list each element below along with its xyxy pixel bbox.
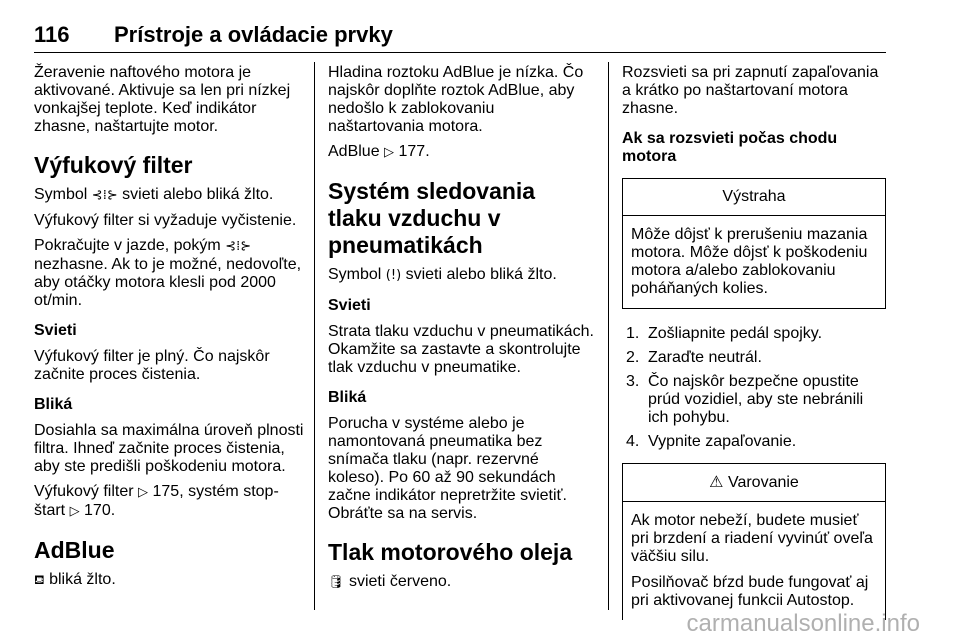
filter-symbol-text: Symbol ⊰⁞⊱ svieti alebo bliká žlto.	[34, 186, 274, 203]
oil-can-icon: 🛢	[328, 575, 345, 590]
tpms-svieti-heading: Svieti	[328, 297, 371, 314]
page-ref-link[interactable]: 175	[152, 483, 180, 500]
filter-reference-text: Výfukový filter ▷ 175, systém stop-štart ▷ 170.	[34, 483, 279, 519]
warning-triangle-icon: ⚠	[709, 472, 724, 491]
filter-blika-heading: Bliká	[34, 396, 73, 413]
warning-box	[622, 463, 886, 620]
column-1	[34, 64, 304, 597]
filter-svieti-text: Výfukový filter je plný. Čo najskôr začnite proces čistenia.	[34, 348, 270, 383]
tpms-blika-heading: Bliká	[328, 389, 367, 406]
list-item: 1. Zošliapnite pedál spojky.	[626, 325, 823, 342]
tpms-svieti-text: Strata tlaku vzduchu v pneumatikách. Okamžite sa zastavte a skontrolujte tlak vzduchu v pneumatike.	[328, 323, 594, 376]
page-ref-icon: ▷	[384, 145, 395, 160]
page-number: 116	[34, 22, 70, 47]
filter-icon: ⊰⁞⊱	[225, 239, 252, 254]
page-title: Prístroje a ovládacie prvky	[114, 22, 393, 47]
filter-continue-text: Pokračujte v jazde, pokým ⊰⁞⊱ nezhasne. Ak to je možné, nedovoľte, aby otáčky motora klesli pod 2000 ot/min.	[34, 237, 302, 309]
adblue-low-text: Hladina roztoku AdBlue je nízka. Čo najskôr doplňte roztok AdBlue, aby nedošlo k zablokovaniu naštartovania motora.	[328, 64, 584, 135]
adblue-heading: AdBlue	[34, 537, 115, 563]
filter-heading: Výfukový filter	[34, 152, 193, 178]
oil-symbol-text: 🛢 svieti červeno.	[328, 573, 452, 590]
warning-text-2: Posilňovač bŕzd bude fungovať aj pri aktivovanej funkcii Autostop.	[631, 574, 869, 609]
filter-clean-text: Výfukový filter si vyžaduje vyčistenie.	[34, 212, 297, 229]
caution-box	[622, 178, 886, 309]
page-ref-icon: ▷	[138, 485, 149, 500]
adblue-icon: ⛾	[34, 573, 45, 588]
adblue-symbol-text: ⛾ bliká žlto.	[34, 571, 116, 588]
warning-text-1: Ak motor nebeží, budete musieť pri brzdení a riadení vyvinúť oveľa väčšiu silu.	[631, 512, 873, 565]
watermark: carmanualsonline.info	[686, 610, 920, 637]
caution-text: Môže dôjsť k prerušeniu mazania motora. Môže dôjsť k poškodeniu motora a/alebo zablokovaniu poháňaných kolies.	[631, 226, 868, 297]
steps-list	[622, 325, 886, 451]
list-item: 2. Zaraďte neutrál.	[626, 349, 762, 366]
filter-blika-text: Dosiahla sa maximálna úroveň plnosti filtra. Ihneď začnite proces čistenia, aby ste predišli poškodeniu motora.	[34, 422, 304, 475]
list-item: 3. Čo najskôr bezpečne opustite prúd vozidiel, aby ste nebránili ich pohybu.	[626, 373, 864, 426]
page-ref-icon: ▷	[69, 504, 80, 519]
list-item: 4. Vypnite zapaľovanie.	[626, 433, 797, 450]
caution-title: Výstraha	[623, 179, 885, 216]
column-2	[328, 64, 594, 599]
column-divider-1	[314, 62, 315, 610]
oil-pressure-heading: Tlak motorového oleja	[328, 539, 573, 565]
column-divider-2	[608, 62, 609, 610]
oil-info-text: Rozsvieti sa pri zapnutí zapaľovania a krátko po naštartovaní motora zhasne.	[622, 64, 879, 117]
warning-title: Varovanie	[727, 474, 799, 491]
page-header	[34, 22, 886, 52]
tpms-blika-text: Porucha v systéme alebo je namontovaná pneumatika bez snímača tlaku (napr. rezervné koleso). Po 60 až 90 sekundách začne indikátor nepretržite svietiť. Obráťte sa na servis.	[328, 415, 567, 522]
filter-svieti-heading: Svieti	[34, 322, 77, 339]
page-ref-link[interactable]: 177	[398, 143, 426, 160]
header-rule	[34, 52, 886, 53]
filter-icon: ⊰⁞⊱	[91, 188, 118, 203]
tpms-symbol-text: Symbol (!) svieti alebo bliká žlto.	[328, 266, 557, 283]
tire-pressure-icon: (!)	[385, 268, 402, 283]
glow-plug-text: Žeravenie naftového motora je aktivované. Aktivuje sa len pri nízkej vonkajšej teplote. Keď indikátor zhasne, naštartujte motor.	[34, 64, 291, 135]
page-ref-link[interactable]: 170	[84, 502, 111, 519]
column-3	[622, 64, 886, 636]
running-heading: Ak sa rozsvieti počas chodu motora	[622, 130, 838, 165]
tpms-heading: Systém sledovania tlaku vzduchu v pneumatikách	[328, 178, 536, 258]
adblue-reference-text: AdBlue ▷ 177.	[328, 143, 430, 160]
